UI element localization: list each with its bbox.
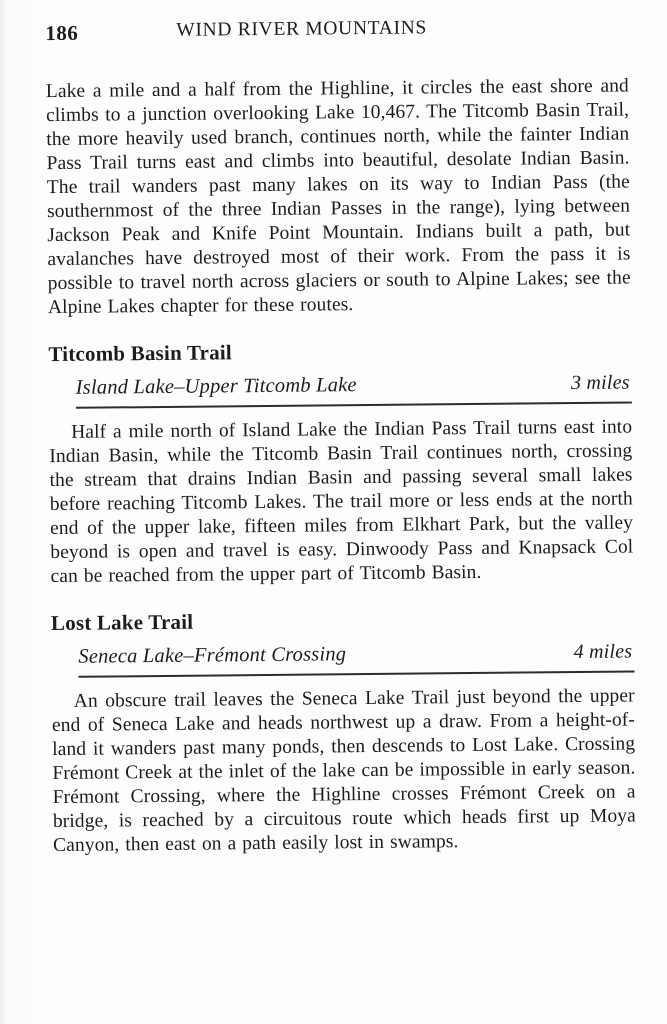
- section-body-paragraph: Half a mile north of Island Lake the Indian Pass Trail turns east into Indian Basin, while the Titcomb Basin Trail continues north, crossing the stream that drains Indian Basin and passing several small lakes before reaching Titcomb Lakes. The trail more or less ends at the north end of the upper lake, fifteen miles from Elkhart Park, but the valley beyond is open and travel is easy. Dinwoody Pass and Knapsack Col can be reached from the upper part of Titcomb Basin.: [49, 416, 634, 588]
- route-subhead-row: [78, 640, 634, 677]
- section-body-paragraph: An obscure trail leaves the Seneca Lake Trail just beyond the upper end of Seneca Lake and heads northwest up a draw. From a height-of-land it wanders past many ponds, then descends to Lost Lake. Crossing Frémont Creek at the inlet of the lake can be impossible in early season. Frémont Crossing, where the Highline crosses Frémont Creek on a bridge, is reached by a circuitous route which heads first up Moya Canyon, then east on a path easily lost in swamps.: [51, 685, 636, 857]
- section-title: Titcomb Basin Trail: [48, 340, 233, 367]
- route-subhead-row: [76, 371, 632, 408]
- intro-paragraph: Lake a mile and a half from the Highline, it circles the east shore and climbs to a junction overlooking Lake 10,467. The Titcomb Basin Trail, the more heavily used branch, continues north, while the fainter Indian Pass Trail turns east and climbs into beautiful, desolate Indian Basin. The trail wanders past many lakes on its way to Indian Pass (the southernmost of the three Indian Passes in the range), lying between Jackson Peak and Knife Point Mountain. Indians built a path, but avalanches have destroyed most of their work. From the pass it is possible to travel north across glaciers or south to Alpine Lakes; see the Alpine Lakes chapter for these routes.: [45, 75, 631, 319]
- route-endpoints: Island Lake–Upper Titcomb Lake: [75, 374, 357, 399]
- route-distance: 3 miles: [570, 371, 630, 395]
- section-lost-lake-trail: [51, 605, 636, 858]
- section-title: Lost Lake Trail: [50, 609, 194, 636]
- running-header: [45, 13, 628, 47]
- route-distance: 4 miles: [573, 640, 633, 664]
- running-header-title: WIND RIVER MOUNTAINS: [176, 17, 428, 41]
- route-endpoints: Seneca Lake–Frémont Crossing: [78, 643, 347, 668]
- page-number: 186: [45, 20, 79, 46]
- section-titcomb-basin-trail: [48, 336, 633, 589]
